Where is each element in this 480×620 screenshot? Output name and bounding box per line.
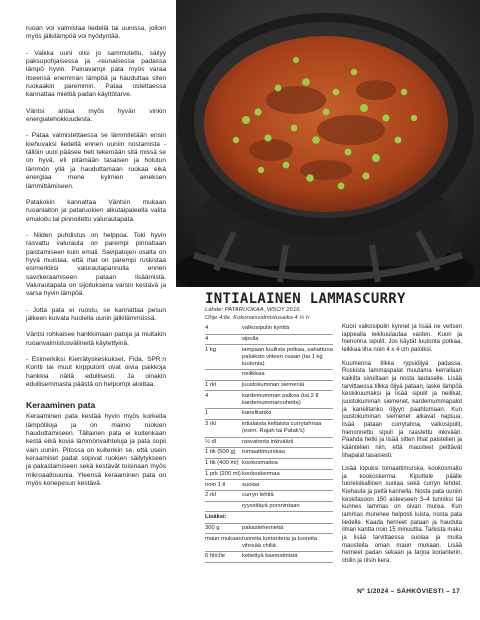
paragraph: Keraaminen pata kestää hyvin myös korkeita lämpötiloja ja on mainio ruokien hauduttamiseen. Tällainen pata ei kuitenkaan kestä eikä kovia lämmönvaihteluja ja pata sopii vain uuniin. Pitossa on kuitenkin se, että usein keraamiset padat sopivat ruokien säilytykseen ja pakastamiseen sekä kestävät toisinaan myös mikroaaltouunia. Yleensä keraaminen pata on myös konepesun kestävä. (26, 413, 166, 488)
ingredient-amount: 4 (205, 392, 209, 399)
ingredient-amount: 4 (205, 335, 209, 342)
ingredient-row (205, 491, 333, 502)
ingredient-row (205, 409, 333, 420)
ingredient-row (205, 345, 333, 370)
paragraph: - Pataa valmistettaessa se lämmitetään ensin kiehuvaksi liedellä ennen uuniin nostamista - tällöin uuni pääsee heti tekemään sitä missä se on hyvä, eli pitämään tasaisen ja holutun lämmön yllä ja hauduttamaan ruokaa eikä energiaa mene kylmien aineksen lämmittämiseen. (26, 132, 166, 190)
ingredient-amount: noin 1 tl (205, 481, 226, 488)
ingredient-name: valkosipulin kynttä (242, 325, 290, 332)
section-heading: Keraaminen pata (26, 400, 96, 411)
ingredient-amount: 1 (205, 410, 209, 417)
ingredient-amount: 3 rkl (205, 421, 216, 428)
stew-pot-photo (176, 0, 480, 287)
recipe-serving-info: Ohje 4:lle. Kokonaisvalmistusaika 4 ½ h (205, 314, 310, 321)
page-footer: Nº 1/2024 – SÄHKÖVIESTI – 17 (357, 588, 460, 595)
paragraph: Patakokin kannattaa Väntsin mukaan ruoanlaiton ja pataruokien alkutaipaleella valita emaloitu tai pinnoitettu valurautapata. (26, 198, 166, 223)
paragraph: - Esimerkiksi Kierrätyskeskukset, Fida, SPR:n Kontti tai muut kirpputorit ovat oivia paikkoja hankkia näitä edullisesti. Ja oinakin edullisemmasta päästä on helpompi aloittaa. (26, 356, 166, 389)
ingredient-amount: maun mukaan (205, 535, 242, 542)
ingredient-name: intialaista keltaista currytahnaa (esim. Rajah tai Patak's) (242, 421, 322, 435)
ingredient-name: rasvatonta inkiväärii (242, 438, 294, 445)
ingredient-amount: 4 (205, 325, 209, 332)
ingredient-name: tuoreita korianteria ja tuoreita vihreää chiliä (242, 535, 318, 549)
ingredient-row (205, 470, 333, 481)
ingredient-name: kookosmaitoa (242, 460, 278, 467)
recipe-source: Lähde: PATARUOKAA, WSOY 2016. (205, 307, 302, 313)
ingredient-row (205, 381, 333, 392)
ingredient-row (205, 534, 333, 552)
paragraph: - Jotta pata ei ruostu, se kannattaa pesun jälkeen kuivata huolella uunin jälkilämmössä. (26, 306, 166, 322)
ingredient-table (205, 324, 333, 563)
recipe-instructions (342, 324, 462, 572)
instruction-step: Kuumenna tilkka rypsiöljyä padassa. Ruskista lammaspalat muutama kerrallaan kaikilta sivuiltaan ja nosta lautaselle. Lisää tarvittaessa tilkka öljyä pataan, laske lämpöä keskikuumaksi ja lisää sipulit ja neilikat, juustokuminan siemenet, kardemummapalot ja kanelitanko öljyyn paahtumaan. Kun juustokuminan siemenet alkavat napsua, lisää pataan currytahna, valkosipulit, hienonnettu sipuli ja raastettu inkivääri. Paahda hetki ja lisää sitten lihat paistelien ja kääntelien niin, että mausteet peittävät lihapalat tasaisesti. (342, 360, 462, 459)
ingredient-row (205, 324, 333, 335)
ingredient-row (205, 370, 333, 381)
ingredient-amount (205, 371, 242, 378)
instruction-step: Kuori valkosipulin kynnet ja lisää ne veitsen lappealla leikkuulautaa vasten. Kuori ja hienonna sipulit. Jos käytät luutonta potkaa, leikkaa liha noin 4 x 4 cm paloiksi. (342, 324, 462, 353)
ingredient-name: keitettyä basmatiriisiä (242, 553, 298, 560)
extras-heading: Lisäksi: (205, 512, 333, 523)
ingredient-name: sipulia (242, 335, 259, 342)
ingredient-row (205, 459, 333, 470)
ingredient-name: juustokuminan siemeniä (242, 382, 305, 389)
ingredient-amount: 300 g (205, 525, 220, 531)
paragraph: ruoan voi valmistaa liedellä tai uunissa, jolloin myös jälkilämpöä voi hyödyntää. (26, 25, 166, 41)
ingredient-row (205, 448, 333, 459)
ingredient-row (205, 480, 333, 491)
recipe-header (205, 291, 460, 322)
ingredient-amount: ½ dl (205, 438, 216, 445)
ingredient-row (205, 420, 333, 438)
ingredient-name: kardemumman palkoa (tai 2 tl kardemummarouhetta) (242, 392, 319, 406)
paragraph: Väntsi rohkaisee hankkimaan patoja ja muitakin ruoanvalmistusvälineitä käytettyinä. (26, 331, 166, 347)
paragraph: - Vaikka uuni olisi jo sammutettu, säilyy paksupohjaisessa ja -reunaisessa padassa lämpö hyvin. Painavampi pata myös varaa itseensä enemmän lämpöä ja hauduttaa siten ruokaakin paremmin. Pataa ostettaessa kannattaa miettiä padan käyttötarve. (26, 49, 166, 99)
ingredient-amount (205, 503, 242, 510)
ingredient-name: ryyssitäyä porsnintaan (242, 502, 300, 509)
ingredient-row (205, 524, 333, 535)
ingredient-row (205, 335, 333, 346)
ingredient-amount: 1 tlk (500 g) (205, 449, 236, 456)
paragraph: - Niiden puhdistus on helppoa. Toki hyvin rasvattu valurauta on parempi pinnaltaan paistamiseen kuin emali. Savipatojen osalta on hyvä muistaa, että ihat on parempi ruskistaa esimerkiksi valurautapannulla ennen savi/keraamiseen pataan lisäämistä. Valurautapata on sijoituksena varsin kestävä ja varsa hyvin lämpöä. (26, 231, 166, 298)
ingredient-name: kookoskermaa (242, 470, 280, 477)
ingredient-amount: 6 hlö:lle (205, 553, 225, 560)
ingredient-row (205, 502, 333, 513)
paragraph: Väntsi antaa myös hyvän vinkin energiatehokkuudesta. (26, 107, 166, 124)
ingredient-name: lampaan luullista potkaa, sahattuna paloiksin viiteen osaan (tai 1 kg luutonta) (242, 346, 333, 367)
ingredient-name: suolaa (242, 481, 260, 488)
ingredient-amount: 2 rkl (205, 492, 216, 499)
ingredient-row (205, 391, 333, 409)
ingredient-amount: 1 tlk (400 ml) (205, 460, 239, 467)
ingredient-name: neilikkaa (242, 371, 265, 378)
ingredient-row (205, 438, 333, 449)
ingredient-name: pakasteherneitä (242, 525, 284, 531)
recipe-title: INTIALAINEN LAMMASCURRY (205, 291, 406, 307)
ingredient-name: kanelitanko (242, 410, 272, 417)
ingredient-name: tomaattimurskaa (242, 449, 285, 456)
ingredient-amount: 1 prk (200 ml) (205, 470, 241, 477)
instruction-step: Lisää lopuksi tomaattimurska, kookosmaito ja kookoskerma. Kiputtele päälle tuoreisikallinen suolaa sekä curryn lehdet. Kiehauta ja peitä kannella. Nosta pata uuniin keskitasoon 150 asteeseen 3–4 tunniksi tai kunnes lammas on oivan murea. Kun lammas murenee helposti luista, nosta pata liedelle. Kaada herneet pataan ja hauduta ilman kantta noin 15 minuuttia. Tarkista maku ja lisää tarvittaessa suolaa ja muita mausteita oman maun mukaan. Lisää herneet padan sekaan ja tarjoa korianterin, chilin ja riisin kera. (342, 466, 462, 565)
ingredient-name: curryn lehtiä (242, 492, 274, 499)
ingredient-row (205, 552, 333, 563)
left-article-column (26, 25, 166, 496)
ingredient-amount: 1 rkl (205, 382, 216, 389)
stew-pot-illustration (176, 0, 480, 287)
ingredient-amount: 1 kg (205, 346, 216, 353)
